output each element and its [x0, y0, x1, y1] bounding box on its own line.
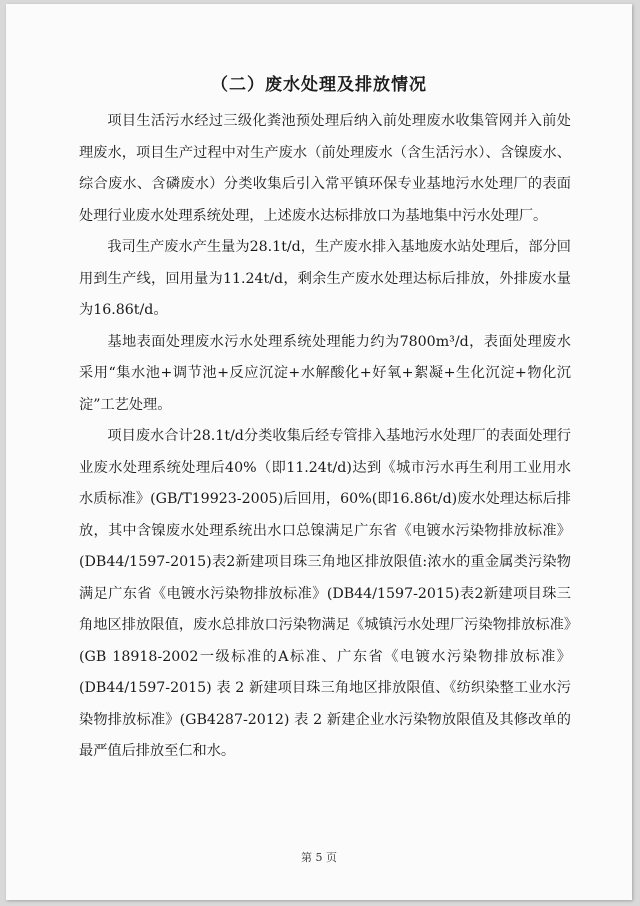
paragraph-wastewater-volume: 我司生产废水产生量为28.1t/d，生产废水排入基地废水站处理后，部分回用到生产线，回用量为11.24t/d，剩余生产废水处理达标后排放，外排废水量为16.86t/d。: [79, 239, 571, 318]
document-page: [6, 4, 632, 900]
section-title: （二）废水处理及排放情况: [211, 75, 427, 95]
paragraph-treatment-capacity: 基地表面处理废水污水处理系统处理能力约为7800m³/d，表面处理废水采用“集水池+调节池+反应沉淀+水解酸化+好氧+絮凝+生化沉淀+物化沉淀”工艺处理。: [79, 333, 571, 413]
paragraph-domestic-wastewater: 项目生活污水经过三级化粪池预处理后纳入前处理废水收集管网并入前处理废水，项目生产过程中对生产废水（前处理废水（含生活污水）、含镍废水、综合废水、含磷废水）分类收集后引入常平镇环保专业基地污水处理厂的表面处理行业废水处理系统处理，上述废水达标排放口为基地集中污水处理厂。: [79, 113, 571, 224]
page-number: 第 5 页: [301, 851, 337, 864]
paragraph-discharge-standards: 项目废水合计28.1t/d分类收集后经专管排入基地污水处理厂的表面处理行业废水处理系统处理后40%（即11.24t/d)达到《城市污水再生利用工业用水水质标准》(GB/T19923-2005)后回用，60%(即16.86t/d)废水处理达标后排放，其中含镍废水处理系统出水口总镍满足广东省《电镀水污染物排放标准》(DB44/1597-2015)表2新建项目珠三角地区排放限值:浓水的重金属类污染物满足广东省《电镀水污染物排放标准》(DB44/1597-2015)表2新建项目珠三角地区排放限值，废水总排放口污染物满足《城镇污水处理厂污染物排放标准》(GB 18918-2002一级标准的A标准、广东省《电镀水污染物排放标准》(DB44/1597-2015) 表 2 新建项目珠三角地区排放限值、《纺织染整工业水污染物排放标准》(GB4287-2012) 表 2 新建企业水污染物放限值及其修改单的最严值后排放至仁和水。: [79, 428, 571, 759]
document-body: [79, 106, 571, 768]
